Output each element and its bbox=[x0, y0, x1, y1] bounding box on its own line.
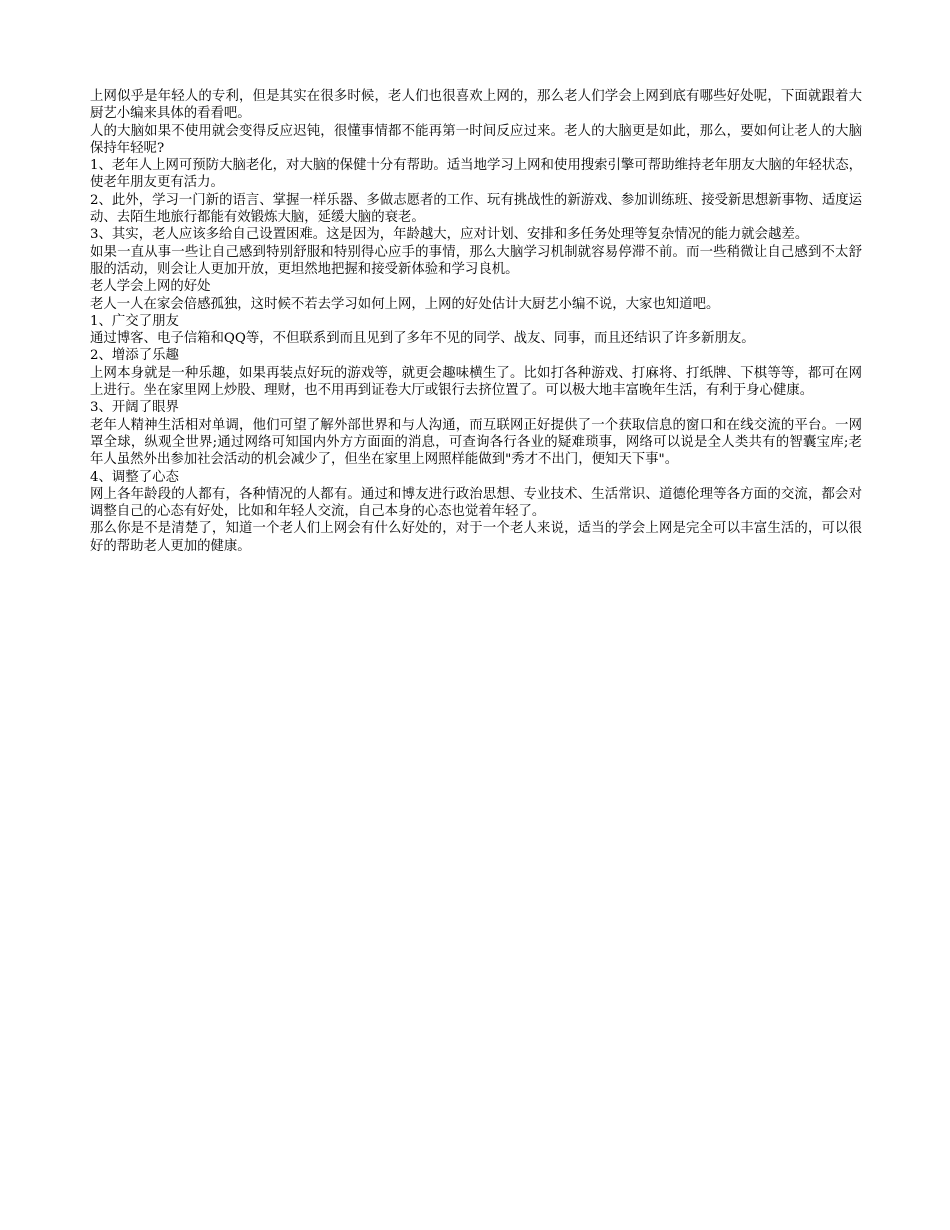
comfort-paragraph: 如果一直从事一些让自己感到特别舒服和特别得心应手的事情，那么大脑学习机制就容易停滞不前。而一些稍微让自己感到不太舒服的活动，则会让人更加开放，更坦然地把握和接受新体验和学习良机。 bbox=[90, 244, 862, 277]
conclusion-paragraph: 那么你是不是清楚了，知道一个老人们上网会有什么好处的，对于一个老人来说，适当的学会上网是完全可以丰富生活的，可以很好的帮助老人更加的健康。 bbox=[90, 521, 862, 554]
intro-paragraph: 上网似乎是年轻人的专利，但是其实在很多时候，老人们也很喜欢上网的，那么老人们学会上网到底有哪些好处呢，下面就跟着大厨艺小编来具体的看看吧。 bbox=[90, 89, 862, 122]
benefit-1-heading: 1、广交了朋友 bbox=[90, 313, 179, 329]
point-3-paragraph: 3、其实，老人应该多给自己设置困难。这是因为，年龄越大，应对计划、安排和多任务处理等复杂情况的能力就会越差。 bbox=[90, 227, 809, 243]
benefit-1-paragraph: 通过博客、电子信箱和QQ等，不但联系到而且见到了多年不见的同学、战友、同事，而且还结识了许多新朋友。 bbox=[90, 331, 755, 347]
point-2-paragraph: 2、此外，学习一门新的语言、掌握一样乐器、多做志愿者的工作、玩有挑战性的新游戏、参加训练班、接受新思想新事物、适度运动、去陌生地旅行都能有效锻炼大脑，延缓大脑的衰老。 bbox=[90, 192, 862, 226]
point-1-paragraph: 1、老年人上网可预防大脑老化，对大脑的保健十分有帮助。适当地学习上网和使用搜索引擎可帮助维持老年朋友大脑的年轻状态，使老年朋友更有活力。 bbox=[90, 158, 862, 191]
brain-question-paragraph: 人的大脑如果不使用就会变得反应迟钝，很懂事情都不能再第一时间反应过来。老人的大脑更是如此，那么，要如何让老人的大脑保持年轻呢? bbox=[90, 123, 862, 156]
section-heading-benefits: 老人学会上网的好处 bbox=[90, 279, 211, 295]
benefit-4-heading: 4、调整了心态 bbox=[90, 469, 179, 485]
benefit-2-heading: 2、增添了乐趣 bbox=[90, 348, 179, 364]
benefit-3-paragraph: 老年人精神生活相对单调，他们可望了解外部世界和与人沟通，而互联网正好提供了一个获取信息的窗口和在线交流的平台。一网罩全球，纵观全世界;通过网络可知国内外方方面面的消息，可查询各行各业的疑难琐事，网络可以说是全人类共有的智囊宝库;老年人虽然外出参加社会活动的机会减少了，但坐在家里上网照样能做到"秀才不出门，便知天下事"。 bbox=[90, 417, 862, 468]
document-body bbox=[90, 88, 862, 555]
benefit-3-heading: 3、开阔了眼界 bbox=[90, 400, 179, 416]
benefit-2-paragraph: 上网本身就是一种乐趣，如果再装点好玩的游戏等，就更会趣味横生了。比如打各种游戏、打麻将、打纸牌、下棋等等，都可在网上进行。坐在家里网上炒股、理财，也不用再到证卷大厅或银行去挤位置了。可以极大地丰富晚年生活，有利于身心健康。 bbox=[90, 365, 862, 399]
benefit-4-paragraph: 网上各年龄段的人都有，各种情况的人都有。通过和博友进行政治思想、专业技术、生活常识、道德伦理等各方面的交流，都会对调整自己的心态有好处，比如和年轻人交流，自己本身的心态也觉着年轻了。 bbox=[90, 486, 862, 520]
benefits-intro-paragraph: 老人一人在家会倍感孤独，这时候不若去学习如何上网，上网的好处估计大厨艺小编不说，大家也知道吧。 bbox=[90, 296, 720, 312]
